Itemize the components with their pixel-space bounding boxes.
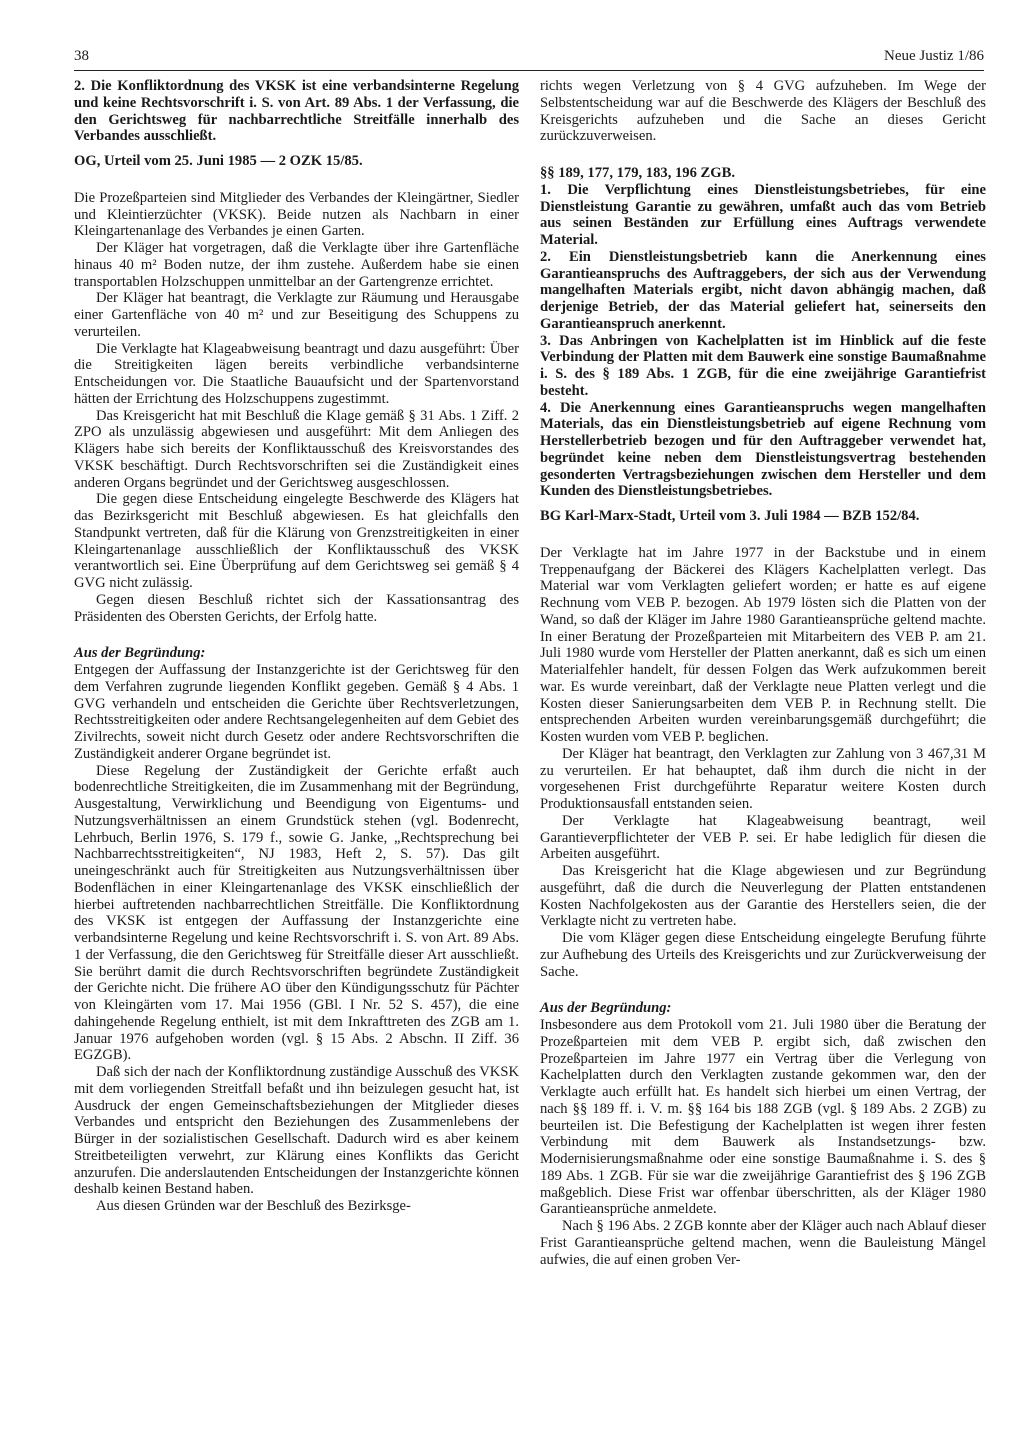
- case-citation: BG Karl-Marx-Stadt, Urteil vom 3. Juli 1984 — BZB 152/84.: [540, 508, 920, 524]
- headnote-item: 4. Die Anerkennung eines Garantieanspruchs wegen mangelhaften Materials, das ein Dienstleistungsbetrieb auf eigene Rechnung vom Herstellerbetrieb bezogen und für den Auftraggeber verwendet hat, begründet keine neben dem Dienstleistungsvertrag bestehenden gesonderten Vertragsbeziehungen zwischen dem Hersteller und dem Kunden des Dienstleistungsbetriebes.: [540, 399, 986, 500]
- facts-paragraph: Gegen diesen Beschluß richtet sich der Kassationsantrag des Präsidenten des Obersten Gerichts, der Erfolg hatte.: [74, 591, 519, 625]
- facts-paragraph: Der Verklagte hat Klageabweisung beantragt, weil Garantieverpflichteter der VEB P. sei. Er habe lediglich für diesen die Arbeiten ausgeführt.: [540, 812, 986, 863]
- journal-name: Neue Justiz 1/86: [884, 48, 984, 64]
- facts-paragraph: Das Kreisgericht hat mit Beschluß die Klage gemäß § 31 Abs. 1 Ziff. 2 ZPO als unzulässig abgewiesen und ausgeführt: Mit dem Anliegen des Klägers habe sich bereits der Konfliktausschuß des Kreisvorstandes des VKSK beschäftigt. Durch Rechtsvorschriften sei die Zuständigkeit eines anderen Organs begründet und der Gerichtsweg ausgeschlossen.: [74, 407, 519, 491]
- headnote-item: 1. Die Verpflichtung eines Dienstleistungsbetriebes, für eine Dienstleistung Garantie zu gewähren, umfaßt auch das vom Betrieb aus seinen Beständen zur Erfüllung eines Auftrags verwendete Material.: [540, 181, 986, 248]
- reasons-heading: Aus der Begründung:: [74, 645, 206, 662]
- reasons-paragraph: Aus diesen Gründen war der Beschluß des Bezirksge-: [96, 1198, 411, 1214]
- reasons-paragraph: Entgegen der Auffassung der Instanzgerichte ist der Gerichtsweg für den dem Verfahren zugrunde liegenden Konflikt gegeben. Gemäß § 4 Abs. 1 GVG verhandeln und entscheiden die Gerichte über Rechtsverletzungen, Rechtsstreitigkeiten oder andere Rechtsangelegenheiten auf dem Gebiet des Zivilrechts, soweit nicht durch Gesetz oder andere Rechtsvorschriften die Zuständigkeit anderer Organe begründet ist.: [74, 662, 519, 762]
- page-number: 38: [74, 48, 89, 64]
- headnote: 2. Die Konfliktordnung des VKSK ist eine verbandsinterne Regelung und keine Rechtsvorschrift i. S. von Art. 89 Abs. 1 der Verfassung, die den Gerichtsweg für nachbarrechtliche Streitfälle innerhalb des Verbandes ausschließt.: [74, 78, 519, 145]
- reasons-paragraph: Insbesondere aus dem Protokoll vom 21. Juli 1980 über die Beratung der Prozeßparteien mit dem VEB P. ergibt sich, daß zwischen den Prozeßparteien im Jahre 1977 ein Vertrag über die Verlegung von Kachelplatten durch den Verklagten zustande gekommen war, den der Verklagte auch erfüllt hat. Es handelt sich hierbei um einen Vertrag, der nach §§ 189 ff. i. V. m. §§ 164 bis 188 ZGB (vgl. § 189 Abs. 2 ZGB) zu beurteilen ist. Die Befestigung der Kachelplatten ist wegen ihrer festen Verbindung mit dem Bauwerk als Instandsetzungs- bzw. Modernisierungsmaßnahme oder eine sonstige Baumaßnahme i. S. des § 189 Abs. 1 ZGB. Für sie war die zweijährige Garantiefrist des § 196 ZGB maßgeblich. Diese Frist war offenbar überschritten, als der Kläger 1980 Garantieansprüche anmeldete.: [540, 1017, 986, 1218]
- facts-paragraph: Die vom Kläger gegen diese Entscheidung eingelegte Berufung führte zur Aufhebung des Urteils des Kreisgerichts und zur Zurückverweisung der Sache.: [540, 930, 986, 980]
- facts-paragraph: Die gegen diese Entscheidung eingelegte Beschwerde des Klägers hat das Bezirksgericht mit Beschluß abgewiesen. Es hat gleichfalls den Standpunkt vertreten, daß für die Klärung von Grenzstreitigkeiten in einer Kleingartenanlage ausschließlich der Konfliktausschuß des VKSK verantwortlich sei. Eine Überprüfung auf dem Gerichtsweg sei gemäß § 4 GVG nicht zulässig.: [74, 491, 519, 591]
- reasons-paragraph: Nach § 196 Abs. 2 ZGB konnte aber der Kläger auch nach Ablauf dieser Frist Garantieansprüche geltend machen, wenn die Bauleistung Mängel aufwies, die auf einen groben Ver-: [540, 1218, 986, 1268]
- left-column: [74, 78, 519, 1215]
- statute-reference: §§ 189, 177, 179, 183, 196 ZGB.: [540, 165, 735, 181]
- facts-paragraph: Die Prozeßparteien sind Mitglieder des Verbandes der Kleingärtner, Siedler und Kleintierzüchter (VKSK). Beide nutzen als Nachbarn in einer Kleingartenanlage des Verbandes je einen Garten.: [74, 189, 519, 240]
- facts-paragraph: Der Kläger hat vorgetragen, daß die Verklagte über ihre Gartenfläche hinaus 40 m² Boden nutze, der ihm zustehe. Außerdem habe sie einen transportablen Holzschuppen unmittelbar an der Gartengrenze errichtet.: [74, 240, 519, 290]
- facts-paragraph: Der Verklagte hat im Jahre 1977 in der Backstube und in einem Treppenaufgang der Bäckerei des Klägers Kachelplatten verlegt. Das Material war vom Verklagten geliefert worden; er hatte es auf eigene Rechnung vom VEB P. bezogen. Ab 1979 lösten sich die Platten von der Wand, so daß der Kläger im Jahre 1980 Garantieansprüche geltend machte. In einer Beratung der Prozeßparteien mit Mitarbeitern des VEB P. am 21. Juli 1980 wurde vom Hersteller der Platten anerkannt, daß es sich um einen Materialfehler handelt, für dessen Folgen das Werk aufzukommen bereit war. Es wurde vereinbart, daß der Verklagte neue Platten verlegt und die Kosten dieser Sanierungsarbeiten dem VEB P. in Rechnung stellt. Die entsprechenden Arbeiten wurden vereinbarungsgemäß durchgeführt; die Kosten wurden vom VEB P. beglichen.: [540, 544, 986, 745]
- reasons-heading: Aus der Begründung:: [540, 1000, 672, 1017]
- facts-paragraph: Die Verklagte hat Klageabweisung beantragt und dazu ausgeführt: Über die Streitigkeiten lägen bereits verbindliche verbandsinterne Entscheidungen vor. Die Staatliche Bauaufsicht und der Spartenvorstand hätten der Errichtung des Holzschuppens zugestimmt.: [74, 340, 519, 407]
- headnote-item: 2. Ein Dienstleistungsbetrieb kann die Anerkennung eines Garantieanspruchs des Auftraggebers, der sich aus der Verwendung mangelhaften Materials ergibt, nicht davon abhängig machen, daß derjenige Betrieb, der das Material geliefert hat, seinerseits den Garantieanspruch anerkennt.: [540, 248, 986, 332]
- facts-paragraph: Der Kläger hat beantragt, den Verklagten zur Zahlung von 3 467,31 M zu verurteilen. Er hat behauptet, daß ihm durch die nicht in der vorgesehenen Frist durchgeführte Reparatur weitere Kosten durch Produktionsausfall entstanden seien.: [540, 745, 986, 812]
- reasons-paragraph: Diese Regelung der Zuständigkeit der Gerichte erfaßt auch bodenrechtliche Streitigkeiten, die im Zusammenhang mit der Begründung, Ausgestaltung, Verwirklichung und Beendigung von Eigentums- und Nutzungsverhältnissen an einem Grundstück stehen (vgl. Bodenrecht, Lehrbuch, Berlin 1976, S. 179 f., sowie G. Janke, „Rechtsprechung bei Nachbarrechtsstreitigkeiten“, NJ 1983, Heft 2, S. 57). Das gilt uneingeschränkt auch für Streitigkeiten aus Nutzungsverhältnissen über Bodenflächen in einer Kleingartenanlage des VKSK einschließlich der hierbei auftretenden nachbarrechtlichen Streitfälle. Die Konfliktordnung des VKSK ist entgegen der Auffassung der Instanzgerichte eine verbandsinterne Regelung und keine Rechtsvorschrift i. S. von Art. 89 Abs. 1 der Verfassung, die den Gerichtsweg für Streitfälle dieser Art ausschließt. Sie berührt damit die durch Rechtsvorschriften begründete Zuständigkeit der Gerichte nicht. Die frühere AO über den Kündigungsschutz für Pächter von Kleingärten vom 17. Mai 1956 (GBl. I Nr. 52 S. 457), die eine dahingehende Regelung enthielt, ist mit dem Inkrafttreten des ZGB am 1. Januar 1976 aufgehoben worden (vgl. § 15 Abs. 2 Abschn. II Ziff. 36 EGZGB).: [74, 762, 519, 1064]
- facts-paragraph: Das Kreisgericht hat die Klage abgewiesen und zur Begründung ausgeführt, daß die durch die Neuverlegung der Platten entstandenen Kosten Nachfolgekosten aus der Garantie des Herstellers seien, die der Verklagte nicht zu vertreten habe.: [540, 863, 986, 930]
- reasons-paragraph: Daß sich der nach der Konfliktordnung zuständige Ausschuß des VKSK mit dem vorliegenden Streitfall befaßt und ihn beizulegen gesucht hat, ist Ausdruck der engen Gemeinschaftsbeziehungen der Mitglieder dieses Verbandes und entspricht den Beziehungen des Zusammenlebens der Bürger in der sozialistischen Gesellschaft. Dadurch wird es aber keinem Streitbeteiligten verwehrt, zur Klärung eines Konflikts das Gericht anzurufen. Die anderslautenden Entscheidungen der Instanzgerichte können deshalb keinen Bestand haben.: [74, 1064, 519, 1198]
- headnote-item: 3. Das Anbringen von Kachelplatten ist im Hinblick auf die feste Verbindung der Platten mit dem Bauwerk eine sonstige Baumaßnahme i. S. des § 189 Abs. 1 ZGB, für die eine zweijährige Garantiefrist besteht.: [540, 332, 986, 399]
- case-citation: OG, Urteil vom 25. Juni 1985 — 2 OZK 15/85.: [74, 153, 363, 169]
- continuation-paragraph: richts wegen Verletzung von § 4 GVG aufzuheben. Im Wege der Selbstentscheidung war auf die Beschwerde des Klägers der Beschluß des Kreisgerichts aufzuheben und die Sache an dieses Gericht zurückzuverweisen.: [540, 78, 986, 145]
- page-header: [74, 48, 984, 71]
- facts-paragraph: Der Kläger hat beantragt, die Verklagte zur Räumung und Herausgabe einer Gartenfläche von 40 m² und zur Beseitigung des Schuppens zu verurteilen.: [74, 290, 519, 340]
- right-column: [540, 78, 986, 1268]
